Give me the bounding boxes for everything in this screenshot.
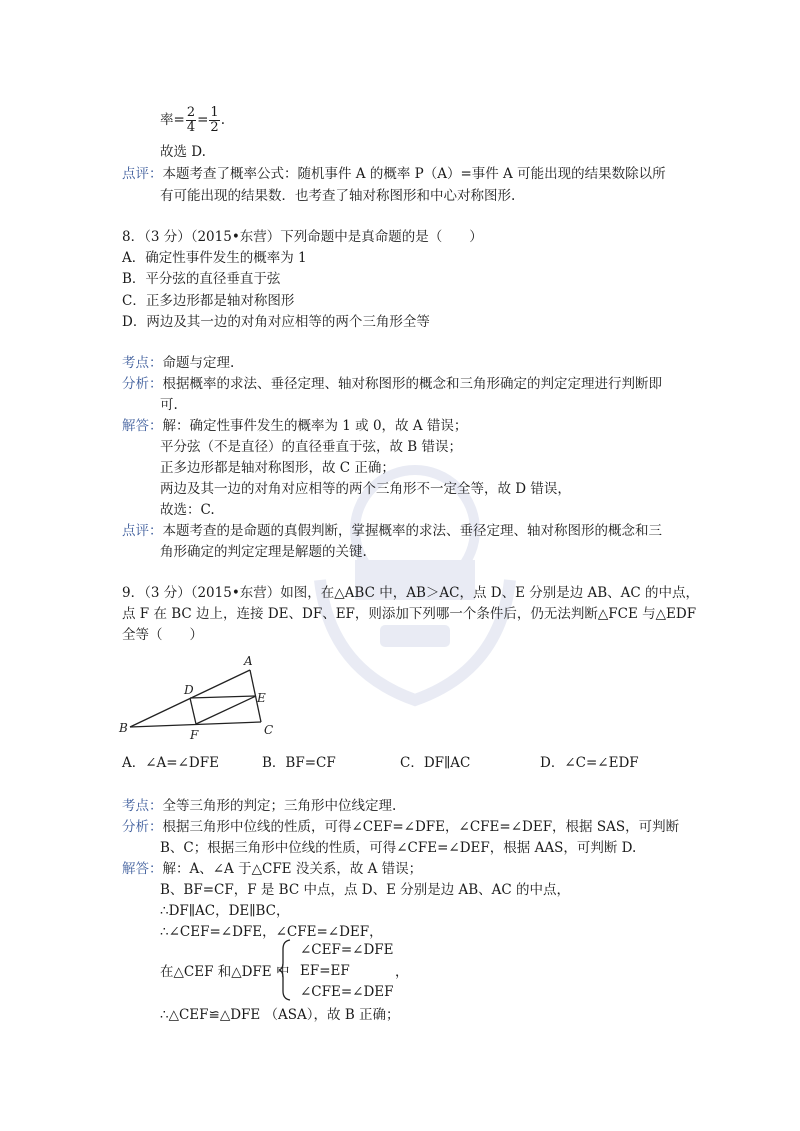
probability-result: 率= $\frac{2}{4}$ = $\frac{1}{2}$ . — [160, 105, 225, 135]
q9-jieda-line4: ∴∠CEF=∠DFE，∠CFE=∠DEF， — [160, 924, 383, 940]
q9-stem-line1: 9．（3 分）（2015•东营）如图，在△ABC 中，AB＞AC，点 D、E 分别是边 AB、AC 的中点， — [122, 585, 700, 601]
q7-review-line1: 点评：本题考查了概率公式：随机事件 A 的概率 P（A）=事件 A 可能出现的结果数除以所 — [122, 166, 666, 182]
q9-conclusion: ∴△CEF≌△DFE （ASA），故 B 正确； — [160, 1007, 400, 1023]
q9-option-b: B．BF=CF — [262, 755, 336, 771]
triangle-figure — [116, 650, 286, 740]
q8-option-a: A．确定性事件发生的概率为 1 — [122, 250, 307, 266]
segment-de — [190, 696, 256, 698]
q8-jieda-line1: 解答：解：确定性事件发生的概率为 1 或 0，故 A 错误； — [122, 418, 468, 434]
q8-stem: 8．（3 分）（2015•东营）下列命题中是真命题的是（ ） — [122, 229, 483, 245]
fraction-1-2: $\frac{1}{2}$ — [210, 105, 219, 135]
q9-jieda-line3: ∴DF∥AC，DE∥BC， — [160, 903, 290, 919]
q9-option-c: C．DF∥AC — [400, 755, 471, 771]
q8-jieda-line3: 正多边形都是轴对称图形，故 C 正确； — [160, 460, 395, 476]
system-comma: ， — [395, 964, 409, 980]
q9-in-text: 在△CEF 和△DFE 中 — [160, 964, 290, 980]
q8-dianping-line2: 角形确定的判定定理是解题的关键. — [160, 544, 367, 560]
q8-fenxi-line2: 可. — [160, 397, 178, 413]
q8-fenxi-line1: 分析：根据概率的求法、垂径定理、轴对称图形的概念和三角形确定的判定定理进行判断即 — [122, 376, 662, 392]
label-a: A — [244, 654, 253, 668]
fraction-2-4: $\frac{2}{4}$ — [186, 105, 196, 135]
q9-jieda-line2: B、BF=CF，F 是 BC 中点，点 D、E 分别是边 AB、AC 的中点， — [160, 882, 571, 898]
q9-jieda-line1: 解答：解：A、∠A 于△CFE 没关系，故 A 错误； — [122, 861, 423, 877]
label-d: D — [184, 683, 194, 697]
label-f: F — [190, 728, 199, 740]
q9-stem-line3: 全等（ ） — [122, 627, 203, 643]
system-eq-3: ∠CFE=∠DEF — [300, 984, 394, 1000]
q8-jieda-line4: 两边及其一边的对角对应相等的两个三角形不一定全等，故 D 错误， — [160, 481, 571, 497]
segment-df — [190, 698, 196, 724]
q8-jieda-line5: 故选：C. — [160, 502, 215, 518]
prob-prefix: 率= — [160, 112, 185, 128]
q9-fenxi-line1: 分析：根据三角形中位线的性质，可得∠CEF=∠DFE，∠CFE=∠DEF，根据 SAS，可判断 — [122, 819, 680, 835]
q9-kaodian: 考点：全等三角形的判定；三角形中位线定理. — [122, 798, 397, 814]
q8-dianping-line1: 点评：本题考查的是命题的真假判断，掌握概率的求法、垂径定理、轴对称图形的概念和三 — [122, 523, 662, 539]
q7-review-line2: 有可能出现的结果数．也考查了轴对称图形和中心对称图形. — [160, 188, 516, 204]
q9-fenxi-line2: B、C；根据三角形中位线的性质，可得∠CFE=∠DEF，根据 AAS，可判断 D. — [160, 840, 637, 856]
q7-answer: 故选 D. — [160, 144, 206, 160]
system-eq-1: ∠CEF=∠DFE — [300, 942, 394, 958]
q9-option-a: A．∠A=∠DFE — [122, 755, 219, 771]
label-b: B — [119, 721, 128, 735]
q8-option-d: D．两边及其一边的对角对应相等的两个三角形全等 — [122, 314, 430, 330]
q8-option-b: B．平分弦的直径垂直于弦 — [122, 271, 281, 287]
q9-stem-line2: 点 F 在 BC 边上，连接 DE、DF、EF，则添加下列哪一个条件后，仍无法判断△FCE 与△EDF — [122, 606, 697, 622]
label-c: C — [264, 723, 274, 737]
left-brace-icon — [278, 939, 292, 1001]
segment-ef — [196, 696, 256, 724]
system-eq-2: EF=EF — [300, 963, 350, 979]
q8-kaodian: 考点：命题与定理. — [122, 355, 235, 371]
label-e: E — [257, 691, 266, 705]
q8-jieda-line2: 平分弦（不是直径）的直径垂直于弦，故 B 错误； — [160, 439, 463, 455]
q9-option-d: D．∠C=∠EDF — [540, 755, 639, 771]
q8-option-c: C．正多边形都是轴对称图形 — [122, 293, 295, 309]
